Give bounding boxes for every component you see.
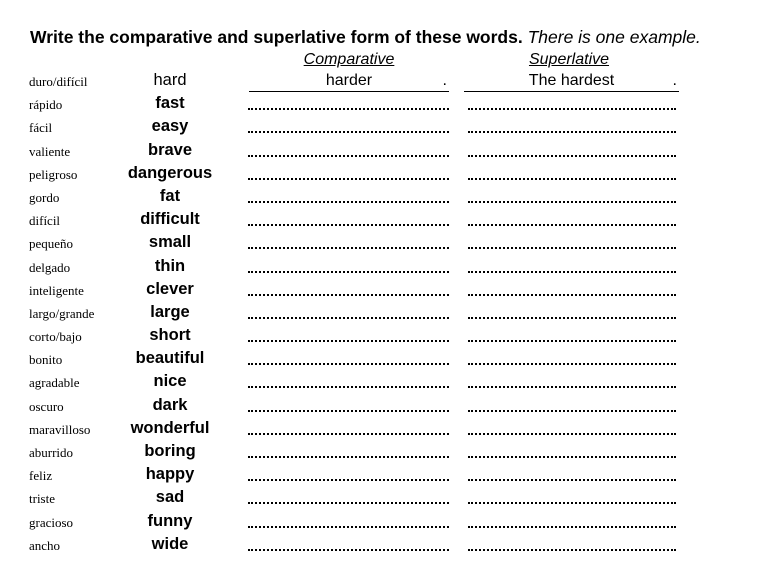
- word-row: [0, 232, 768, 255]
- word-row: [0, 348, 768, 371]
- superlative-blank[interactable]: [468, 363, 676, 365]
- superlative-blank[interactable]: [468, 247, 676, 249]
- word-row: [0, 371, 768, 394]
- superlative-blank[interactable]: [468, 224, 676, 226]
- superlative-blank[interactable]: [468, 294, 676, 296]
- example-superlative-dot: .: [672, 72, 677, 89]
- comparative-blank[interactable]: [248, 386, 449, 388]
- superlative-blank[interactable]: [468, 131, 676, 133]
- spanish-word: valiente: [29, 143, 71, 159]
- english-word: difficult: [140, 210, 200, 229]
- comparative-blank[interactable]: [248, 317, 449, 319]
- spanish-word: inteligente: [29, 282, 84, 298]
- superlative-blank[interactable]: [468, 433, 676, 435]
- spanish-word: peligroso: [29, 166, 78, 182]
- superlative-header: Superlative: [528, 51, 610, 68]
- superlative-blank[interactable]: [468, 502, 676, 504]
- comparative-blank[interactable]: [248, 224, 449, 226]
- comparative-blank[interactable]: [248, 526, 449, 528]
- superlative-blank[interactable]: [468, 526, 676, 528]
- superlative-blank[interactable]: [468, 317, 676, 319]
- english-word: boring: [144, 442, 196, 460]
- word-row: [0, 140, 768, 163]
- english-word: funny: [147, 511, 193, 530]
- english-word: easy: [151, 117, 189, 136]
- superlative-blank[interactable]: [468, 178, 676, 180]
- comparative-blank[interactable]: [248, 340, 449, 342]
- comparative-blank[interactable]: [248, 410, 449, 412]
- english-word: beautiful: [135, 349, 205, 368]
- word-row: [0, 186, 768, 209]
- word-row: [0, 209, 768, 232]
- english-word: wide: [151, 534, 189, 553]
- spanish-word: rápido: [29, 97, 63, 113]
- spanish-word: difícil: [29, 213, 61, 229]
- english-word: thin: [154, 256, 186, 275]
- comparative-blank[interactable]: [248, 201, 449, 203]
- word-row: [0, 487, 768, 510]
- word-row: [0, 163, 768, 186]
- english-word: wonderful: [130, 418, 210, 437]
- title-instruction: Write the comparative and superlative form of these words.: [30, 27, 523, 47]
- spanish-word: delgado: [29, 259, 71, 275]
- english-word: small: [148, 233, 192, 252]
- spanish-word: agradable: [29, 375, 80, 391]
- english-word: fast: [155, 94, 185, 113]
- spanish-word: maravilloso: [29, 421, 91, 437]
- spanish-word: gracioso: [29, 514, 74, 530]
- superlative-blank[interactable]: [468, 201, 676, 203]
- english-word: dangerous: [127, 163, 213, 182]
- word-row: [0, 325, 768, 348]
- comparative-blank[interactable]: [248, 178, 449, 180]
- comparative-blank[interactable]: [248, 247, 449, 249]
- superlative-blank[interactable]: [468, 340, 676, 342]
- spanish-word: fácil: [29, 120, 53, 136]
- superlative-blank[interactable]: [468, 456, 676, 458]
- word-row: [0, 395, 768, 418]
- word-row: [0, 93, 768, 116]
- english-word: brave: [147, 140, 193, 159]
- word-row: [0, 464, 768, 487]
- superlative-blank[interactable]: [468, 271, 676, 273]
- worksheet-title: [30, 26, 701, 48]
- example-comparative-dot: .: [442, 72, 447, 89]
- comparative-header: Comparative: [303, 51, 395, 68]
- comparative-blank[interactable]: [248, 549, 449, 551]
- superlative-blank[interactable]: [468, 410, 676, 412]
- word-row: [0, 256, 768, 279]
- english-word: happy: [145, 465, 195, 484]
- comparative-blank[interactable]: [248, 131, 449, 133]
- spanish-word: duro/difícil: [29, 74, 88, 89]
- comparative-blank[interactable]: [248, 502, 449, 504]
- comparative-blank[interactable]: [248, 271, 449, 273]
- spanish-word: aburrido: [29, 445, 74, 460]
- english-word: hard: [153, 71, 187, 89]
- spanish-word: triste: [29, 491, 55, 507]
- word-row: [0, 441, 768, 464]
- word-row: [0, 511, 768, 534]
- word-row: [0, 70, 768, 93]
- superlative-blank[interactable]: [468, 479, 676, 481]
- word-row: [0, 279, 768, 302]
- english-word: nice: [153, 372, 187, 391]
- english-word: large: [150, 302, 190, 321]
- word-list: [0, 70, 768, 557]
- comparative-blank[interactable]: [248, 433, 449, 435]
- superlative-blank[interactable]: [468, 108, 676, 110]
- example-superlative-text: The hardest: [528, 72, 615, 89]
- comparative-blank[interactable]: [248, 456, 449, 458]
- comparative-blank[interactable]: [248, 294, 449, 296]
- english-word: sad: [155, 488, 185, 507]
- spanish-word: corto/bajo: [29, 329, 82, 345]
- title-note: There is one example.: [527, 27, 701, 47]
- comparative-blank[interactable]: [248, 363, 449, 365]
- word-row: [0, 418, 768, 441]
- word-row: [0, 116, 768, 139]
- comparative-blank[interactable]: [248, 479, 449, 481]
- english-word: short: [149, 326, 191, 345]
- comparative-blank[interactable]: [248, 108, 449, 110]
- superlative-blank[interactable]: [468, 155, 676, 157]
- superlative-blank[interactable]: [468, 386, 676, 388]
- spanish-word: gordo: [29, 189, 60, 205]
- word-row: [0, 534, 768, 557]
- word-row: [0, 302, 768, 325]
- spanish-word: oscuro: [29, 398, 64, 414]
- english-word: fat: [159, 186, 181, 205]
- spanish-word: feliz: [29, 468, 53, 484]
- spanish-word: bonito: [29, 352, 63, 368]
- english-word: dark: [152, 395, 188, 414]
- english-word: clever: [146, 279, 194, 298]
- example-comparative-text: harder: [325, 72, 373, 89]
- superlative-blank[interactable]: [468, 549, 676, 551]
- spanish-word: ancho: [29, 537, 61, 553]
- spanish-word: largo/grande: [29, 305, 95, 321]
- spanish-word: pequeño: [29, 236, 74, 252]
- comparative-blank[interactable]: [248, 155, 449, 157]
